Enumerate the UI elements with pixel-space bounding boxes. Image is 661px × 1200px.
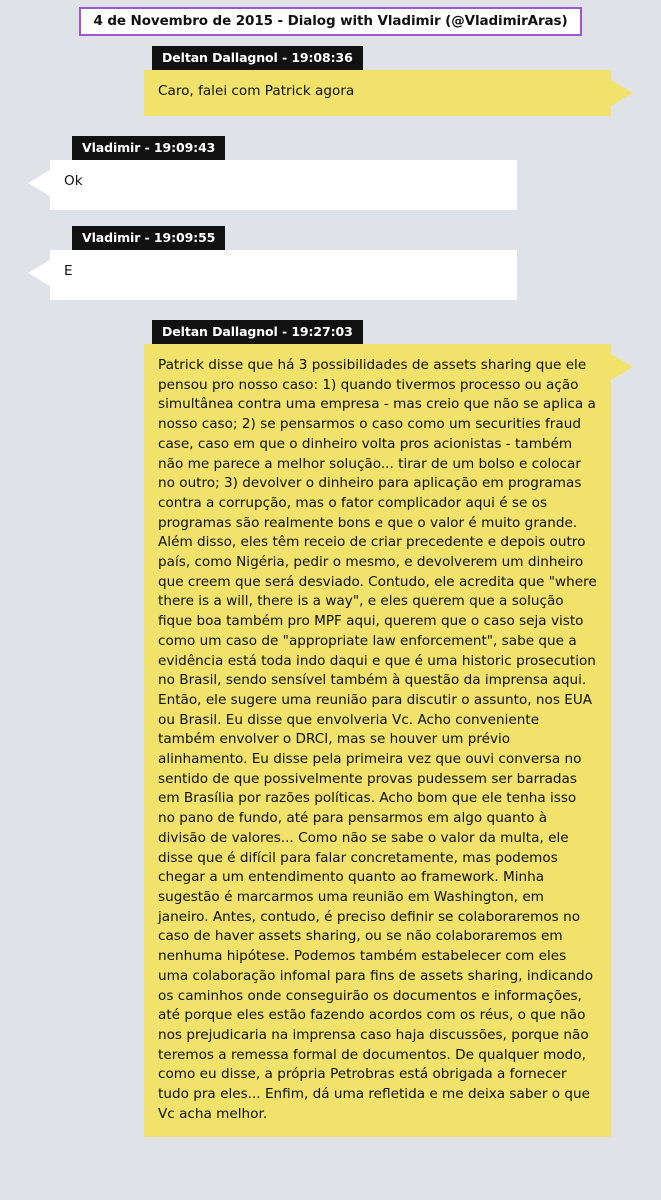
message-item [50, 226, 517, 300]
message-item [50, 136, 517, 210]
message-text: E [64, 263, 73, 279]
message-text: Ok [64, 173, 83, 189]
bubble-tail-icon [611, 80, 633, 106]
page-title: 4 de Novembro de 2015 - Dialog with Vladimir (@VladimirAras) [79, 7, 581, 36]
message-text: Caro, falei com Patrick agora [158, 83, 355, 99]
message-item [144, 46, 611, 116]
message-sender-label: Vladimir - 19:09:55 [72, 226, 225, 250]
message-bubble [50, 250, 517, 300]
bubble-tail-icon [611, 354, 633, 380]
message-bubble [50, 160, 517, 210]
message-text: Patrick disse que há 3 possibilidades de assets sharing que ele pensou pro nosso caso: 1) quando tivermos processo ou ação simultânea contra uma empresa - mas creio que não se aplica a nosso caso; 2) se pensarmos o caso como um securities fraud case, caso em que o dinheiro volta pros acionistas - também não me parece a melhor solução... tirar de um bolso e colocar no outro; 3) devolver o dinheiro para aplicação em programas contra a corrupção, mas o fator complicador aqui é se os programas são realmente bons e que o valor é muito grande. Além disso, eles têm receio de criar precedente e depois outro país, como Nigéria, pedir o mesmo, e devolverem um dinheiro que creem que será desviado. Contudo, ele acredita que "where there is a will, there is a way", e eles querem que a solução fique boa também pro MPF aqui, querem que o caso seja visto como um caso de "appropriate law enforcement", sabe que a evidência está toda indo daqui e que é uma historic prosecution no Brasil, sendo sensível também à questão da imprensa aqui. Então, ele sugere uma reunião para discutir o assunto, nos EUA ou Brasil. Eu disse que envolveria Vc. Acho conveniente também envolver o DRCI, mas se houver um prévio alinhamento. Eu disse pela primeira vez que ouvi conversa no sentido de que possivelmente provas pudessem ser barradas em Brasília por razões políticas. Acho bom que ele tenha isso no pano de fundo, até para pensarmos em algo quanto à divisão de valores... Como não se sabe o valor da multa, ele disse que é difícil para falar concretamente, mas podemos chegar a um entendimento quanto ao framework. Minha sugestão é marcarmos uma reunião em Washington, em janeiro. Antes, contudo, é preciso definir se colaboraremos no caso de haver assets sharing, ou se não colaboraremos em nenhuma hipótese. Podemos também estabelecer com eles uma colaboração infomal para fins de assets sharing, indicando os caminhos onde conseguirão os documentos e informações, até porque eles estão fazendo acordos com os réus, o que não nos prejudicaria na imprensa caso haja discussões, porque não teremos a remessa formal de documentos. De qualquer modo, como eu disse, a própria Petrobras está obrigada a fornecer tudo pra eles... Enfim, dá uma refletida e me deixa saber o que Vc acha melhor. [158, 357, 597, 1122]
message-sender-label: Vladimir - 19:09:43 [72, 136, 225, 160]
message-sender-label: Deltan Dallagnol - 19:08:36 [152, 46, 363, 70]
message-sender-label: Deltan Dallagnol - 19:27:03 [152, 320, 363, 344]
message-item [144, 320, 611, 1137]
message-bubble [144, 344, 611, 1137]
bubble-tail-icon [28, 170, 50, 196]
message-bubble [144, 70, 611, 116]
bubble-tail-icon [28, 260, 50, 286]
header [0, 0, 661, 46]
